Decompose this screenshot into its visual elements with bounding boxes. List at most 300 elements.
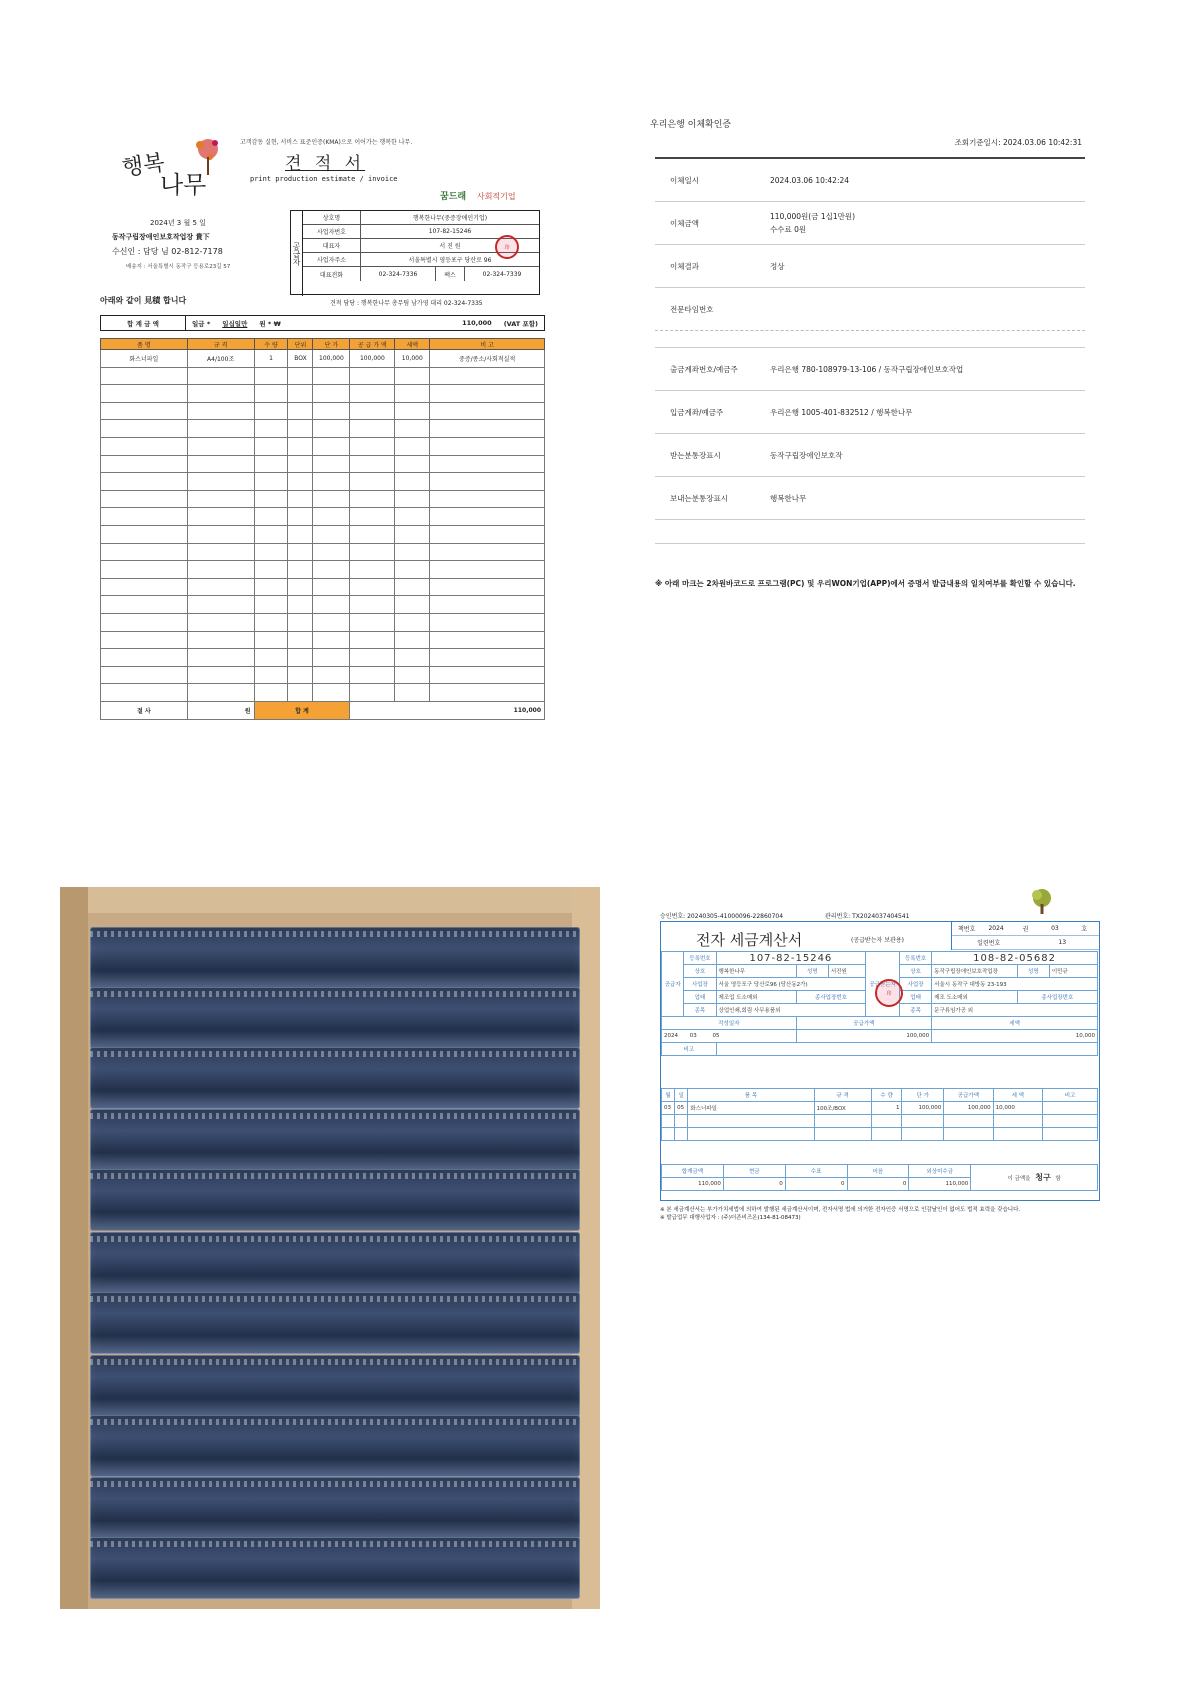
- item-supply: 100,000: [350, 350, 395, 368]
- folder-bundle: [90, 1415, 580, 1477]
- box-flap-left: [60, 887, 88, 1609]
- supplier-row: [303, 211, 539, 225]
- delivery-address: 배송지 : 서울특별시 동작구 등용로23길 57: [126, 264, 231, 270]
- empty-cell: [313, 596, 350, 614]
- folder-bundle: [90, 1232, 580, 1294]
- supplier-branch: 종사업장번호: [796, 991, 866, 1004]
- total-vat: (VAT 포함): [503, 319, 538, 328]
- book-row: [952, 922, 1099, 936]
- item-supply: 100,000: [944, 1102, 993, 1115]
- footnote-2: ※ 발급업무 대행사업자 : (주)더존비즈온(134-81-08473): [660, 1215, 801, 1221]
- transfer-row: [655, 391, 1085, 434]
- column-header: 단 가: [902, 1089, 944, 1102]
- claim-prefix: 이 금액을: [1007, 1176, 1031, 1182]
- transfer-value-line: 동작구립장애인보호작: [770, 450, 843, 460]
- empty-cell: [254, 367, 288, 385]
- total-amount: 110,000: [462, 319, 492, 327]
- empty-cell: [395, 437, 430, 455]
- folder-bundle: [90, 1109, 580, 1171]
- supplier-item-label: 종목: [684, 1004, 716, 1017]
- invoice-meta: [660, 911, 910, 920]
- empty-cell: [288, 543, 313, 561]
- empty-cell: [101, 385, 188, 403]
- empty-cell: [101, 437, 188, 455]
- empty-cell: [187, 631, 254, 649]
- book-kwon: 권: [1022, 926, 1029, 933]
- empty-cell: [187, 437, 254, 455]
- table-row: [101, 473, 545, 491]
- empty-cell: [395, 578, 430, 596]
- supplier-reg-no: 107-82-15246: [716, 952, 866, 965]
- supplier-item: 상업인쇄,회림 사무용품외: [716, 1004, 866, 1017]
- svg-text:행복: 행복: [120, 150, 167, 182]
- table-row: [101, 543, 545, 561]
- invoice-items-table: [661, 1088, 1098, 1141]
- supply-value: 100,000: [796, 1030, 931, 1043]
- buyer-reg-label: 등록번호: [900, 952, 932, 965]
- product-photo: [60, 887, 600, 1609]
- empty-cell: [395, 649, 430, 667]
- transfer-value: [745, 492, 1085, 505]
- supplier-name-label: 상호: [684, 965, 716, 978]
- book-year: 2024: [988, 925, 1004, 932]
- items-header-row: [101, 339, 545, 350]
- empty-cell: [313, 455, 350, 473]
- empty-cell: [350, 490, 395, 508]
- empty-cell: [313, 561, 350, 579]
- supplier-rep: 서진원: [828, 965, 865, 978]
- folder-bundle: [90, 1537, 580, 1599]
- empty-cell: [101, 473, 188, 491]
- date-day: 05: [712, 1033, 720, 1039]
- brand-badge: 꿈드래: [440, 192, 467, 202]
- table-row: [101, 490, 545, 508]
- supplier-address: 서울 영등포구 당산로96 (당산동2가): [716, 978, 866, 991]
- date-label: 작성일자: [662, 1017, 797, 1030]
- item-note: 중증/종소/사회적실적: [430, 350, 545, 368]
- empty-cell: [313, 473, 350, 491]
- transfer-title: 우리은행 이체확인증: [650, 120, 732, 130]
- empty-cell: [395, 420, 430, 438]
- estimate-subtitle: print production estimate / invoice: [250, 175, 398, 183]
- items-footer-row: [101, 701, 545, 719]
- empty-cell: [288, 420, 313, 438]
- column-header: 비 고: [430, 339, 545, 350]
- serial-label: 일련번호: [977, 940, 1001, 947]
- empty-cell: [395, 525, 430, 543]
- item-unit: BOX: [288, 350, 313, 368]
- transfer-table: [655, 157, 1085, 544]
- supplier-row: [303, 267, 539, 281]
- empty-cell: [187, 367, 254, 385]
- item-tax: 10,000: [395, 350, 430, 368]
- column-header: 수 량: [871, 1089, 902, 1102]
- column-header: 수 량: [254, 339, 288, 350]
- query-time: 조회기준일시: 2024.03.06 10:42:31: [954, 138, 1082, 147]
- invoice-sum-table: [661, 1164, 1098, 1191]
- footer-label-cut: 절 사: [101, 701, 188, 719]
- column-header: 세액: [395, 339, 430, 350]
- reg-row: [662, 952, 1098, 965]
- empty-cell: [101, 666, 188, 684]
- empty-cell: [187, 525, 254, 543]
- supplier-value: 서 진 원: [439, 243, 461, 250]
- empty-cell: [350, 385, 395, 403]
- empty-cell: [395, 455, 430, 473]
- empty-cell: [350, 508, 395, 526]
- empty-cell: [350, 596, 395, 614]
- certification-badges: [440, 189, 516, 202]
- empty-cell: [313, 437, 350, 455]
- transfer-row: [655, 288, 1085, 331]
- empty-cell: [395, 473, 430, 491]
- fax-label: 팩스: [435, 267, 465, 281]
- empty-cell: [187, 596, 254, 614]
- empty-cell: [430, 649, 545, 667]
- empty-cell: [187, 385, 254, 403]
- empty-cell: [101, 596, 188, 614]
- column-header: 단위: [288, 339, 313, 350]
- column-header: 공급가액: [944, 1089, 993, 1102]
- empty-cell: [350, 455, 395, 473]
- table-row: [101, 613, 545, 631]
- transfer-value: [745, 174, 1085, 187]
- estimate-title: 견 적 서: [285, 154, 366, 174]
- transfer-value-line: 우리은행 780-108979-13-106 / 동작구립장애인보호작업: [770, 364, 964, 374]
- company-logo: [120, 135, 225, 205]
- tax-invoice: [655, 898, 1100, 1228]
- empty-cell: [288, 631, 313, 649]
- svg-text:나무: 나무: [160, 171, 207, 199]
- estimate-document: [100, 125, 545, 775]
- item-tax: 10,000: [993, 1102, 1042, 1115]
- invoice-items-header: [662, 1089, 1098, 1102]
- empty-cell: [254, 561, 288, 579]
- total-amount-box: [100, 315, 545, 331]
- buyer-address: 서울시 동작구 대방동 23-193: [932, 978, 1098, 991]
- estimate-phrase: 아래와 같이 見積 합니다: [100, 296, 187, 305]
- tax-value: 10,000: [932, 1030, 1098, 1043]
- supplier-key: 사업자번호: [303, 225, 361, 238]
- empty-cell: [101, 367, 188, 385]
- item-spec: 100조/BOX: [814, 1102, 871, 1115]
- empty-cell: [187, 613, 254, 631]
- empty-cell: [350, 649, 395, 667]
- empty-cell: [350, 613, 395, 631]
- transfer-key: 이체결과: [670, 261, 699, 271]
- empty-cell: [101, 490, 188, 508]
- empty-cell: [101, 420, 188, 438]
- supplier-label: 공급자: [291, 211, 303, 296]
- transfer-key: 입금계좌/예금주: [670, 407, 724, 417]
- transfer-key: 출금계좌번호/예금주: [670, 364, 738, 374]
- empty-cell: [430, 684, 545, 702]
- empty-cell: [187, 420, 254, 438]
- remark-row: [662, 1043, 1098, 1056]
- table-row: [662, 1115, 1098, 1128]
- empty-cell: [288, 578, 313, 596]
- footer-total: 110,000: [350, 701, 545, 719]
- empty-cell: [254, 649, 288, 667]
- supplier-row: [303, 239, 539, 253]
- empty-cell: [313, 508, 350, 526]
- empty-cell: [288, 473, 313, 491]
- empty-cell: [288, 455, 313, 473]
- column-header: 비고: [1043, 1089, 1098, 1102]
- table-row: [101, 631, 545, 649]
- empty-cell: [313, 684, 350, 702]
- transfer-key: 보내는분통장표시: [670, 493, 728, 503]
- column-header: 품 명: [101, 339, 188, 350]
- supplier-biz-label: 업태: [684, 991, 716, 1004]
- empty-cell: [101, 631, 188, 649]
- empty-cell: [254, 631, 288, 649]
- empty-cell: [187, 508, 254, 526]
- empty-cell: [101, 613, 188, 631]
- empty-cell: [101, 578, 188, 596]
- supplier-key: 대표전화: [303, 267, 361, 281]
- transfer-table-end: [655, 520, 1085, 544]
- folder-bundle: [90, 987, 580, 1049]
- empty-cell: [288, 561, 313, 579]
- transfer-row: [655, 245, 1085, 288]
- empty-cell: [350, 525, 395, 543]
- empty-cell: [430, 420, 545, 438]
- book-label: 책번호: [958, 926, 976, 933]
- recipient: 동작구립장애인보호작업장 貴下: [112, 233, 210, 241]
- barcode-note: ※ 아래 마크는 2차원바코드로 프로그램(PC) 및 우리WON기업(APP)에서 증명서 발급내용의 일치여부를 확인할 수 있습니다.: [655, 579, 1076, 588]
- empty-cell: [101, 525, 188, 543]
- table-row: [101, 578, 545, 596]
- social-enterprise-badge: 사회적기업: [476, 192, 516, 201]
- folder-bundle: [90, 1169, 580, 1231]
- empty-cell: [395, 385, 430, 403]
- buyer-side-label: 공급받는자: [866, 952, 900, 1017]
- buyer-rep: 이민규: [1049, 965, 1097, 978]
- total-text-amount: 일십일만: [222, 319, 248, 328]
- estimate-contact-line: 견적 담당 : 행복한나무 총무팀 남가영 대리 02-324-7335: [330, 300, 483, 307]
- buyer-name: 동작구립장애인보호작업장: [932, 965, 1018, 978]
- invoice-title: 전자 세금계산서: [696, 931, 803, 949]
- empty-cell: [254, 613, 288, 631]
- empty-cell: [101, 649, 188, 667]
- empty-cell: [313, 666, 350, 684]
- sum-header-row: [662, 1165, 1098, 1178]
- empty-cell: [288, 490, 313, 508]
- summary-row: [662, 1030, 1098, 1043]
- folder-bundle: [90, 1477, 580, 1539]
- empty-cell: [395, 490, 430, 508]
- table-row: [101, 402, 545, 420]
- empty-cell: [313, 385, 350, 403]
- empty-cell: [395, 684, 430, 702]
- transfer-value: [745, 406, 1085, 419]
- empty-cell: [313, 490, 350, 508]
- empty-cell: [350, 367, 395, 385]
- column-header: 세 액: [993, 1089, 1042, 1102]
- management-number: 관리번호: TX2024037404541: [824, 913, 910, 920]
- date-month: 03: [689, 1033, 697, 1039]
- recipient-contact: 수신인 : 담당 님 02-812-7178: [112, 247, 223, 256]
- items-table: [100, 338, 545, 720]
- table-row: [101, 350, 545, 368]
- column-header: 규 격: [814, 1089, 871, 1102]
- transfer-value-line: 정상: [770, 261, 785, 271]
- transfer-value: [745, 260, 1085, 273]
- empty-cell: [395, 543, 430, 561]
- item-qty: 1: [254, 350, 288, 368]
- summary-header-row: [662, 1017, 1098, 1030]
- invoice-box: [660, 921, 1100, 1201]
- empty-cell: [395, 508, 430, 526]
- table-row: [101, 508, 545, 526]
- empty-cell: [187, 684, 254, 702]
- empty-cell: [430, 666, 545, 684]
- table-row: [101, 455, 545, 473]
- empty-cell: [254, 508, 288, 526]
- empty-cell: [187, 578, 254, 596]
- item-name: 화스너파일: [101, 350, 188, 368]
- empty-cell: [254, 437, 288, 455]
- empty-cell: [254, 596, 288, 614]
- empty-cell: [187, 561, 254, 579]
- table-row: [101, 596, 545, 614]
- empty-cell: [187, 473, 254, 491]
- total-text-suffix: 원 * ₩: [259, 319, 281, 328]
- approval-number: 승인번호: 20240305-41000096-22860704: [660, 913, 784, 920]
- empty-cell: [313, 420, 350, 438]
- table-row: [101, 649, 545, 667]
- sum-value: 0: [723, 1178, 785, 1191]
- empty-cell: [288, 666, 313, 684]
- empty-cell: [288, 596, 313, 614]
- transfer-value-line: 110,000원(금 1십1만원): [770, 212, 856, 221]
- empty-cell: [430, 525, 545, 543]
- empty-cell: [288, 613, 313, 631]
- empty-cell: [288, 525, 313, 543]
- empty-cell: [430, 543, 545, 561]
- serial-value: 13: [1058, 939, 1067, 946]
- transfer-row: [655, 348, 1085, 391]
- empty-cell: [350, 561, 395, 579]
- invoice-subtitle: (공급받는자 보관용): [851, 937, 904, 944]
- item-spec: A4/100조: [187, 350, 254, 368]
- empty-cell: [395, 596, 430, 614]
- empty-cell: [430, 455, 545, 473]
- empty-cell: [101, 455, 188, 473]
- empty-cell: [313, 367, 350, 385]
- supplier-key: 대표자: [303, 239, 361, 252]
- empty-cell: [187, 543, 254, 561]
- item-price: 100,000: [902, 1102, 944, 1115]
- transfer-confirmation: [650, 110, 1090, 605]
- empty-cell: [350, 420, 395, 438]
- sum-value: 0: [847, 1178, 909, 1191]
- empty-cell: [254, 420, 288, 438]
- transfer-row-spacer: [655, 331, 1085, 348]
- empty-cell: [101, 402, 188, 420]
- supply-label: 공급가액: [796, 1017, 931, 1030]
- invoice-footnote: [660, 1206, 1020, 1222]
- empty-cell: [254, 385, 288, 403]
- table-row: [101, 666, 545, 684]
- transfer-key: 받는분통장표시: [670, 450, 721, 460]
- item-qty: 1: [871, 1102, 902, 1115]
- folder-bundle: [90, 927, 580, 989]
- empty-cell: [254, 402, 288, 420]
- table-row: [101, 525, 545, 543]
- empty-cell: [350, 631, 395, 649]
- empty-cell: [187, 455, 254, 473]
- serial-row: [952, 936, 1099, 950]
- empty-cell: [430, 561, 545, 579]
- supplier-value: 서울특별시 영등포구 당산로 96: [408, 257, 492, 264]
- table-row: [101, 420, 545, 438]
- transfer-row: [655, 477, 1085, 520]
- empty-cell: [254, 525, 288, 543]
- sum-header: 어음: [847, 1165, 909, 1178]
- claim-suffix: 함: [1055, 1176, 1061, 1182]
- empty-cell: [254, 490, 288, 508]
- buyer-biz-label: 업태: [900, 991, 932, 1004]
- empty-cell: [395, 631, 430, 649]
- buyer-rep-label: 성명: [1017, 965, 1049, 978]
- empty-cell: [350, 473, 395, 491]
- supplier-rep-label: 성명: [796, 965, 828, 978]
- empty-cell: [101, 684, 188, 702]
- tax-label: 세액: [932, 1017, 1098, 1030]
- buyer-item: 문구류임가공 외: [932, 1004, 1098, 1017]
- empty-cell: [395, 613, 430, 631]
- empty-cell: [288, 684, 313, 702]
- empty-cell: [350, 543, 395, 561]
- empty-cell: [350, 437, 395, 455]
- estimate-date: 2024년 3 월 5 일: [150, 219, 206, 227]
- supplier-reg-label: 등록번호: [684, 952, 716, 965]
- empty-cell: [288, 402, 313, 420]
- empty-cell: [395, 367, 430, 385]
- transfer-row: [655, 434, 1085, 477]
- column-header: 품 목: [688, 1089, 814, 1102]
- empty-cell: [313, 631, 350, 649]
- transfer-value-line: 행복한나무: [770, 493, 807, 503]
- empty-cell: [313, 543, 350, 561]
- empty-cell: [187, 402, 254, 420]
- item-month: 03: [662, 1102, 675, 1115]
- fax-value: 02-324-7339: [482, 270, 522, 278]
- book-no: 03: [1051, 925, 1059, 932]
- supplier-addr-label: 사업장: [684, 978, 716, 991]
- column-header: 공 급 가 액: [350, 339, 395, 350]
- empty-cell: [430, 490, 545, 508]
- tagline: 고객감동 실현, 서비스 표준인증(KMA)으로 이어가는 행복한 나무.: [240, 139, 413, 146]
- table-row: [101, 684, 545, 702]
- claim-statement: [971, 1165, 1098, 1191]
- sum-header: 현금: [723, 1165, 785, 1178]
- empty-cell: [430, 508, 545, 526]
- empty-cell: [101, 508, 188, 526]
- issue-date: [662, 1030, 797, 1043]
- buyer-addr-label: 사업장: [900, 978, 932, 991]
- column-header: 단 가: [313, 339, 350, 350]
- empty-cell: [254, 666, 288, 684]
- empty-cell: [254, 543, 288, 561]
- supplier-name: 행복한나무: [716, 965, 796, 978]
- empty-cell: [288, 508, 313, 526]
- empty-cell: [313, 525, 350, 543]
- column-header: 일: [675, 1089, 688, 1102]
- folder-bundle: [90, 1047, 580, 1109]
